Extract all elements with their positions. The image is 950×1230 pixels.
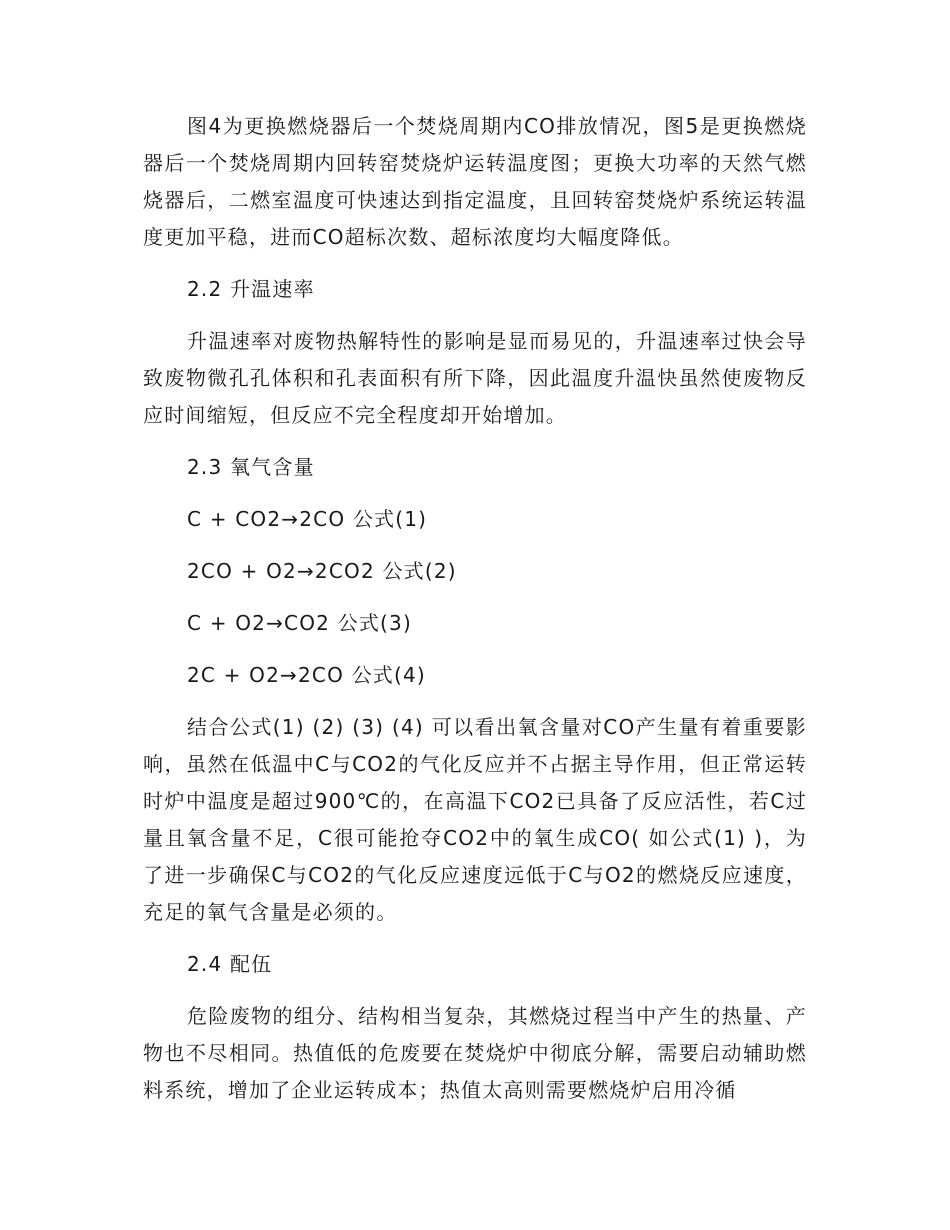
spacer [143, 538, 807, 553]
paragraph-oxygen-content: 结合公式(1) (2) (3) (4) 可以看出氧含量对CO产生量有着重要影响，虽然在低温中C与CO2的气化反应并不占据主导作用，但正常运转时炉中温度是超过900℃的，在高温下CO2已具备了反应活性，若C过量且氧含量不足，C很可能抢夺CO2中的氧生成CO( 如公式(1) )，为了进一步确保C与CO2的气化反应速度远低于C与O2的燃烧反应速度，充足的氧气含量是必须的。 [143, 715, 807, 924]
formula-1: C + CO2→2CO 公式(1) [187, 507, 428, 531]
paragraph-heating-rate: 升温速率对废物热解特性的影响是显而易见的，升温速率过快会导致废物微孔孔体积和孔表面积有所下降，因此温度升温快虽然使废物反应时间缩短，但反应不完全程度却开始增加。 [143, 329, 807, 427]
spacer [143, 308, 807, 323]
paragraph-compatibility: 危险废物的组分、结构相当复杂，其燃烧过程当中产生的热量、产物也不尽相同。热值低的危废要在焚烧炉中彻底分解，需要启动辅助燃料系统，增加了企业运转成本；热值太高则需要燃烧炉启用冷循 [143, 1004, 807, 1102]
paragraph-co-emission: 图4为更换燃烧器后一个焚烧周期内CO排放情况，图5是更换燃烧器后一个焚烧周期内回转窑焚烧炉运转温度图；更换大功率的天然气燃烧器后，二燃室温度可快速达到指定温度，且回转窑焚烧炉系统运转温度更加平稳，进而CO超标次数、超标浓度均大幅度降低。 [143, 114, 807, 249]
section-heading-2-3: 2.3 氧气含量 [187, 455, 315, 479]
formula-4: 2C + O2→2CO 公式(4) [187, 663, 426, 687]
spacer [143, 983, 807, 998]
spacer [143, 590, 807, 605]
spacer [143, 434, 807, 449]
formula-2: 2CO + O2→2CO2 公式(2) [187, 559, 457, 583]
spacer [143, 931, 807, 946]
spacer [143, 486, 807, 501]
spacer [143, 256, 807, 271]
section-heading-2-4: 2.4 配伍 [187, 952, 273, 976]
spacer [143, 694, 807, 709]
document-body [143, 108, 807, 1109]
formula-3: C + O2→CO2 公式(3) [187, 611, 412, 635]
spacer [143, 642, 807, 657]
section-heading-2-2: 2.2 升温速率 [187, 277, 315, 301]
